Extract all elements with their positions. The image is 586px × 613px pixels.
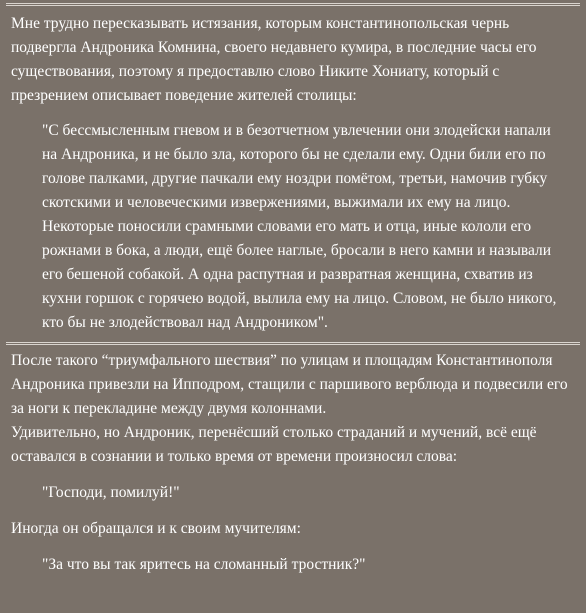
lord-have-mercy-quote: "Господи, помилуй!" [42,484,180,501]
tormentors-paragraph: Иногда он обращался и к своим мучителям: [11,520,301,537]
broken-reed-quote: "За что вы так яритесь на сломанный тростник?" [42,556,366,573]
choniates-quote: "С бессмысленным гневом и в безотчетном увлечении они злодейски напали на Андроника, и не было зла, которого бы не сделали ему. Одни били его по голове палками, другие пачкали ему ноздри помётом, третьи, намочив губку скотскими и человеческими извержениями, выжимали их ему на лицо. Некоторые поносили срамными словами его мать и отца, иные кололи его рожнами в бока, а люди, ещё более наглые, бросали в него камни и называли его бешеной собакой. А одна распутная и развратная женщина, схватив из кухни горшок с горячею водой, вылила ему на лицо. Словом, не было никого, кто бы не злодейcтвовал над Андроником". [42,122,557,331]
top-divider [6,3,580,6]
consciousness-paragraph: Удивительно, но Андроник, перенёсший столько страданий и мучений, всё ещё оставался в сознании и только время от времени произносил слова: [11,424,537,465]
intro-paragraph: Мне трудно пересказывать истязания, которым константинопольская чернь подвергла Андроника Комнина, своего недавнего кумира, в последние часы его существования, поэтому я предоставлю слово Никите Хониату, который с презрением описывает поведение жителей столицы: [11,15,537,104]
middle-divider [6,342,580,345]
hippodrome-paragraph: После такого “триумфального шествия” по улицам и площадям Константинополя Андроника привезли на Ипподром, стащили с паршивого верблюда и подвесили его за ноги к перекладине между двумя колоннами. [11,352,568,417]
